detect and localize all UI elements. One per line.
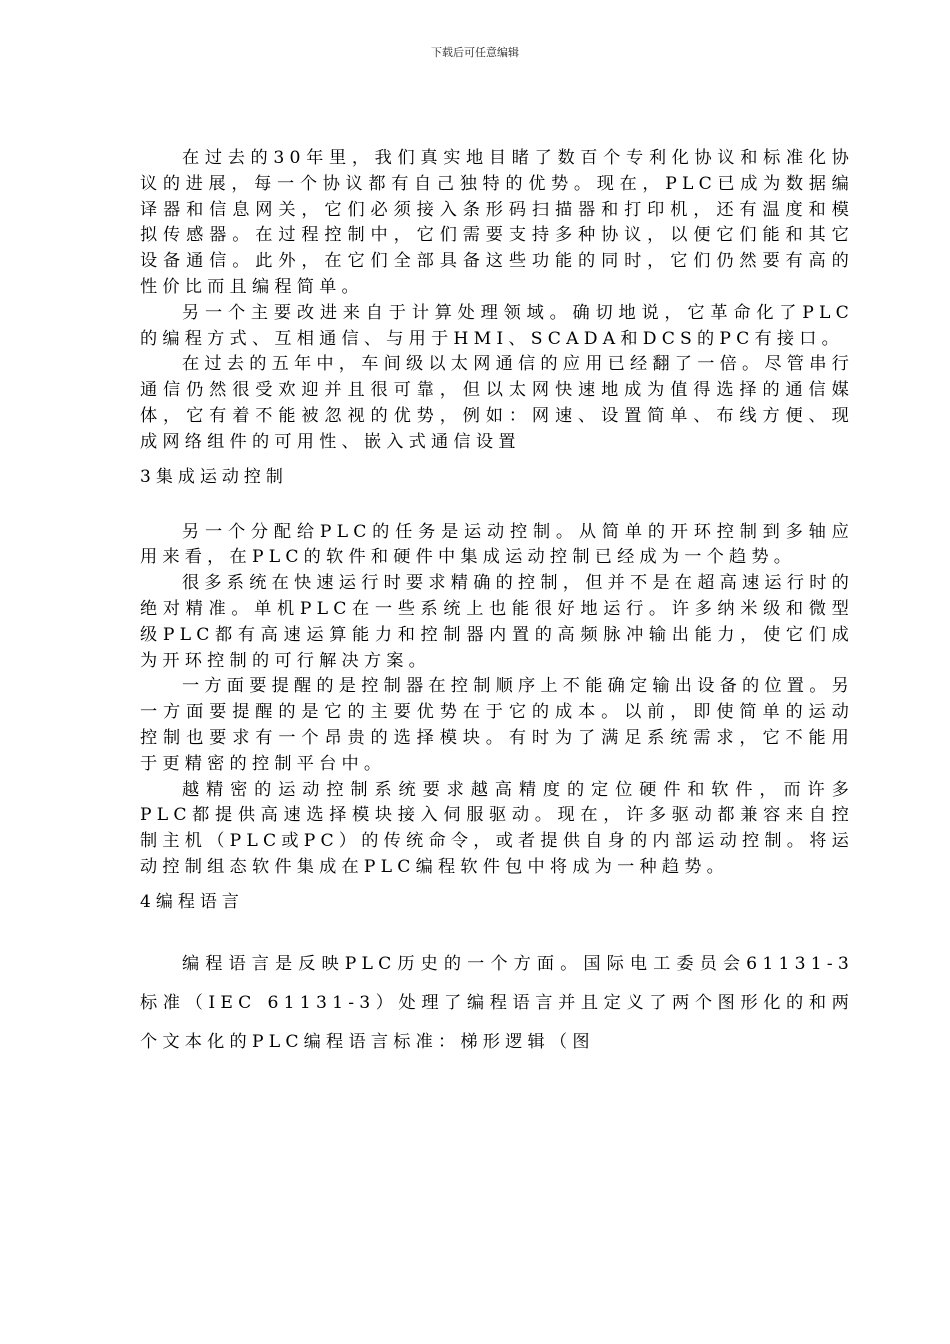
paragraph: 编程语言是反映PLC历史的一个方面。国际电工委员会61131-3标准（IEC 61131-3）处理了编程语言并且定义了两个图形化的和两个文本化的PLC编程语言标准：梯形逻辑（图 [140,953,854,1052]
document-body [140,146,854,1062]
paragraph: 另一个主要改进来自于计算处理领域。确切地说，它革命化了PLC的编程方式、互相通信、与用于HMI、SCADA和DCS的PC有接口。 [140,302,854,349]
paragraph: 在过去的30年里，我们真实地目睹了数百个专利化协议和标准化协议的进展，每一个协议都有自己独特的优势。现在，PLC已成为数据编译器和信息网关，它们必须接入条形码扫描器和打印机，还有温度和模拟传感器。在过程控制中，它们需要支持多种协议，以便它们能和其它设备通信。此外，在它们全部具备这些功能的同时，它们仍然要有高的性价比而且编程简单。 [140,148,854,297]
paragraph: 一方面要提醒的是控制器在控制顺序上不能确定输出设备的位置。另一方面要提醒的是它的主要优势在于它的成本。以前，即使简单的运动控制也要求有一个昂贵的选择模块。有时为了满足系统需求，它不能用于更精密的控制平台中。 [140,676,854,774]
section-heading: 3集成运动控制 [140,466,288,487]
paragraph: 很多系统在快速运行时要求精确的控制，但并不是在超高速运行时的绝对精准。单机PLC在一些系统上也能很好地运行。许多纳米级和微型级PLC都有高速运算能力和控制器内置的高频脉冲输出能力，使它们成为开环控制的可行解决方案。 [140,573,854,671]
page-header: 下载后可任意编辑 [431,46,519,59]
section-heading: 4编程语言 [140,891,244,912]
paragraph: 在过去的五年中，车间级以太网通信的应用已经翻了一倍。尽管串行通信仍然很受欢迎并且很可靠，但以太网快速地成为值得选择的通信媒体，它有着不能被忽视的优势，例如：网速、设置简单、布线方便、现成网络组件的可用性、嵌入式通信设置 [140,354,854,452]
paragraph: 越精密的运动控制系统要求越高精度的定位硬件和软件，而许多PLC都提供高速选择模块接入伺服驱动。现在，许多驱动都兼容来自控制主机（PLC或PC）的传统命令，或者提供自身的内部运动控制。将运动控制组态软件集成在PLC编程软件包中将成为一种趋势。 [140,779,854,877]
paragraph: 另一个分配给PLC的任务是运动控制。从简单的开环控制到多轴应用来看，在PLC的软件和硬件中集成运动控制已经成为一个趋势。 [140,521,854,568]
